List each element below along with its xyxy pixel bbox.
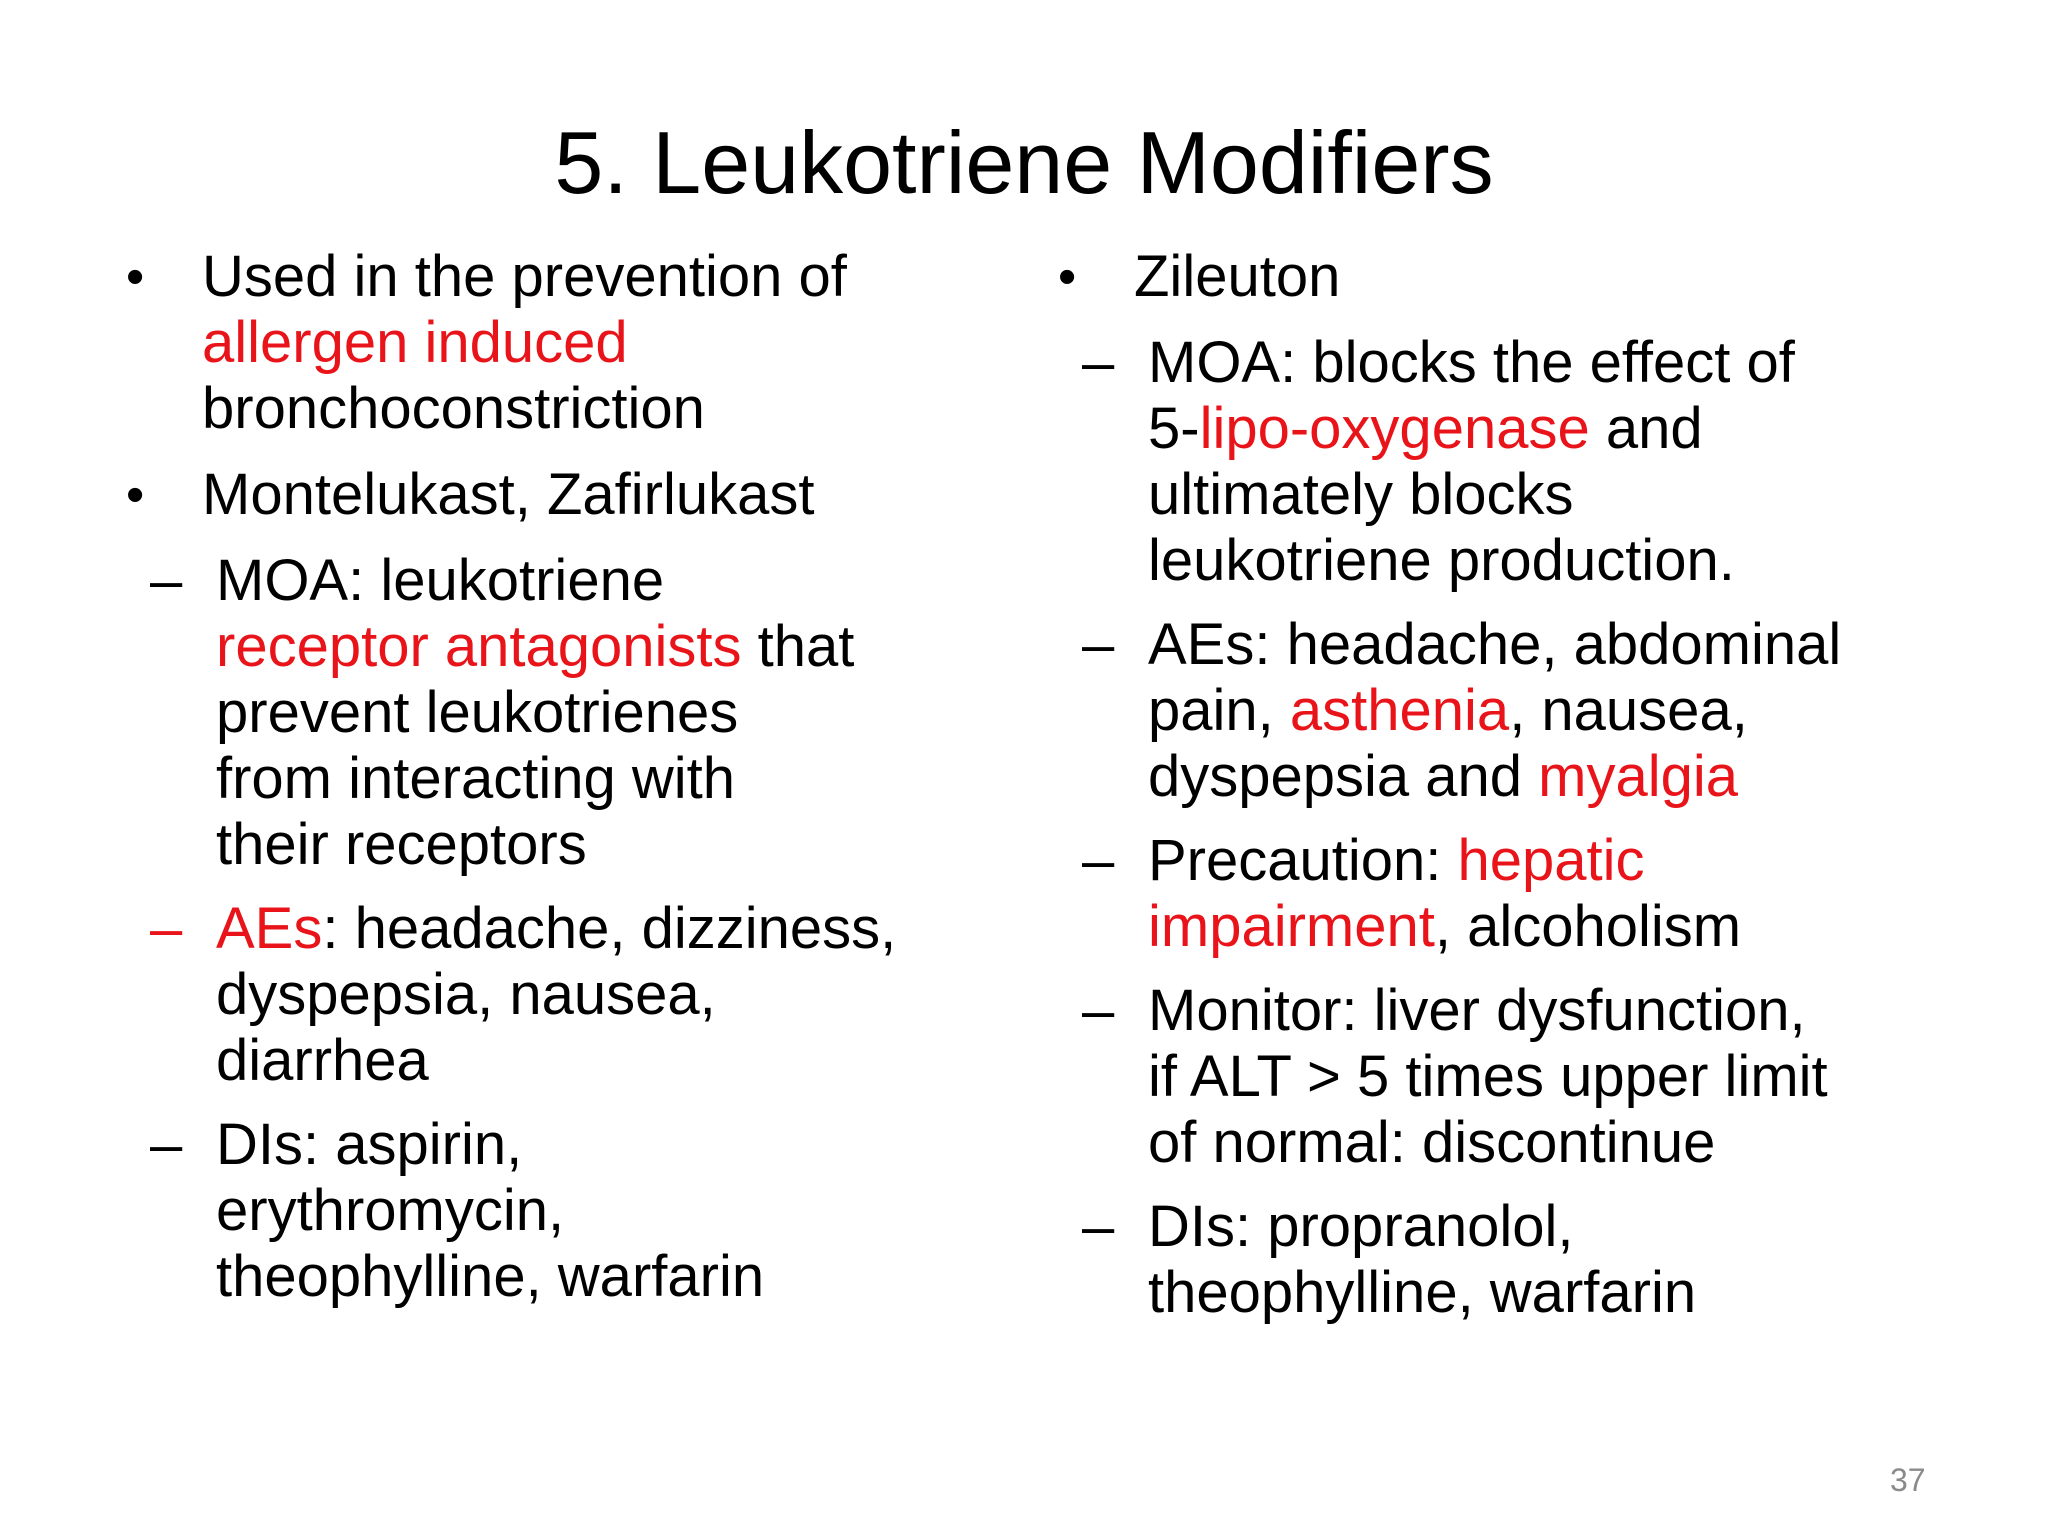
right-column [1058, 244, 2018, 1344]
sub-bullet-aes [50, 896, 1026, 1094]
sub-bullet-moa [982, 330, 2018, 594]
sub-bullet-moa [50, 548, 1026, 878]
sub-line: erythromycin, [216, 1178, 565, 1243]
sub-line [1148, 894, 2018, 960]
dash-icon: – [1082, 978, 1115, 1043]
sub-line: dyspepsia, nausea, [216, 962, 716, 1027]
sub-bullet-dis [50, 1112, 1026, 1310]
sub-text: pain, [1148, 678, 1290, 743]
dash-icon: – [1082, 828, 1115, 893]
dash-icon: – [150, 896, 183, 961]
sub-line [216, 896, 1026, 962]
sub-line: diarrhea [216, 1028, 429, 1093]
sub-text: 5- [1148, 396, 1200, 461]
bullet-line: Zileuton [1134, 244, 1341, 309]
sub-line [1148, 396, 2018, 462]
sub-line: MOA: leukotriene [216, 548, 665, 613]
left-column [126, 244, 1026, 1328]
sub-line [1148, 678, 2018, 744]
bullet-dot-icon: • [1058, 248, 1077, 306]
slide-title: 5. Leukotriene Modifiers [554, 113, 1494, 212]
sub-bullet-aes [982, 612, 2018, 810]
sub-bullet-monitor [982, 978, 2018, 1176]
sub-text: dyspepsia and [1148, 744, 1539, 809]
slide-number: 37 [1890, 1462, 1926, 1498]
sub-text: , alcoholism [1434, 894, 1742, 959]
sub-line: leukotriene production. [1148, 528, 1735, 593]
bullet-line: Used in the prevention of [202, 244, 847, 309]
sub-line [1148, 828, 2018, 894]
bullet-prevention [126, 244, 1026, 442]
dash-icon: – [150, 548, 183, 613]
sub-line [216, 614, 1026, 680]
sub-text: and [1589, 396, 1703, 461]
highlighted-term: lipo-oxygenase [1199, 396, 1590, 461]
bullet-line: bronchoconstriction [202, 376, 705, 441]
sub-line: theophylline, warfarin [1148, 1260, 1697, 1325]
bullet-dot-icon: • [126, 248, 145, 306]
sub-line: AEs: headache, abdominal [1148, 612, 1842, 677]
highlighted-term: receptor antagonists [216, 614, 742, 679]
sub-bullet-precaution [982, 828, 2018, 960]
sub-line: Monitor: liver dysfunction, [1148, 978, 1806, 1043]
bullet-zileuton [1058, 244, 2018, 310]
bullet-drugs [126, 462, 1026, 528]
dash-icon: – [150, 1112, 183, 1177]
sub-line: of normal: discontinue [1148, 1110, 1716, 1175]
highlighted-term: impairment [1148, 894, 1435, 959]
dash-icon: – [1082, 330, 1115, 395]
sub-line: DIs: aspirin, [216, 1112, 523, 1177]
highlighted-term: allergen induced [202, 310, 628, 375]
sub-text: that [741, 614, 855, 679]
sub-line: ultimately blocks [1148, 462, 1574, 527]
dash-icon: – [1082, 612, 1115, 677]
highlighted-term: myalgia [1538, 744, 1739, 809]
sub-line: if ALT > 5 times upper limit [1148, 1044, 1828, 1109]
highlighted-term: asthenia [1289, 678, 1510, 743]
sub-line: DIs: propranolol, [1148, 1194, 1574, 1259]
sub-text: , nausea, [1509, 678, 1748, 743]
sub-line: from interacting with [216, 746, 735, 811]
sub-line: MOA: blocks the effect of [1148, 330, 1795, 395]
sub-text: Precaution: [1148, 828, 1458, 893]
highlighted-term: hepatic [1457, 828, 1645, 893]
sub-line: prevent leukotrienes [216, 680, 739, 745]
sub-text: : headache, dizziness, [322, 896, 897, 961]
bullet-line: Montelukast, Zafirlukast [202, 462, 815, 527]
sub-line: theophylline, warfarin [216, 1244, 765, 1309]
dash-icon: – [1082, 1194, 1115, 1259]
sub-line: their receptors [216, 812, 587, 877]
sub-bullet-dis [982, 1194, 2018, 1326]
bullet-dot-icon: • [126, 466, 145, 524]
highlighted-term: AEs [216, 896, 323, 961]
sub-line [1148, 744, 2018, 810]
